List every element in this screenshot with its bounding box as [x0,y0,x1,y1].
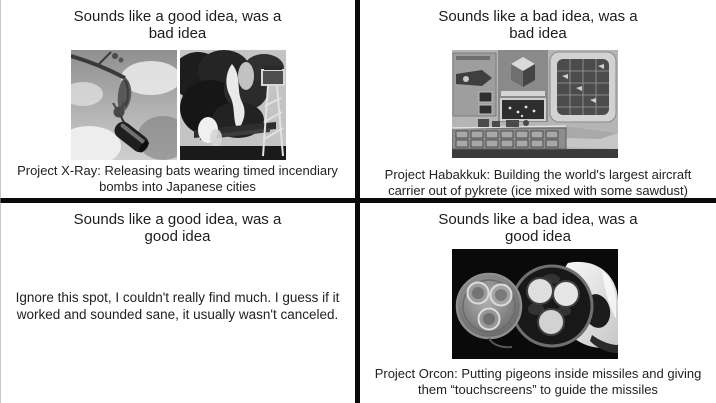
quadrant-title-line: good idea [505,228,571,245]
project-orcon-caption [360,366,716,398]
quadrant-title-line: Sounds like a bad idea, was a [438,211,638,228]
left-edge-artifact [0,0,1,403]
quadrant-title [360,8,716,42]
note-line: worked and sounded sane, it usually wasn't canceled. [16,306,339,322]
quadrant-good-idea-good-idea [0,203,355,403]
caption-line: carrier out of pykrete (ice mixed with some sawdust) [388,183,688,198]
quadrant-bad-idea-bad-idea [360,0,716,198]
project-xray-photo-pair [71,50,286,160]
quadrant-title-line: bad idea [509,25,567,42]
quadrant-title-line: Sounds like a good idea, was a [73,211,282,228]
project-habakkuk-caption [360,167,716,198]
quadrant-title [0,211,355,245]
caption-line: Project Orcon: Putting pigeons inside missiles and giving [374,366,702,381]
bat-incendiary-bomb-photo [71,50,177,160]
horizontal-divider [0,198,716,203]
burning-building-watchtower-photo [180,50,286,160]
caption-line: Project X-Ray: Releasing bats wearing timed incendiary [17,163,338,178]
quadrant-title-line: Sounds like a good idea, was a [73,8,282,25]
habakkuk-carrier-cutaway-diagram [452,50,618,158]
quadrant-title [360,211,716,245]
quadrant-title-line: Sounds like a bad idea, was a [438,8,638,25]
quadrant-title [0,8,355,42]
caption-line: them “touchscreens” to guide the missiles [418,382,658,397]
quadrant-good-idea-bad-idea [0,0,355,198]
note-line: Ignore this spot, I couldn't really find much. I guess if it [15,290,340,305]
caption-line: Project Habakkuk: Building the world's largest aircraft [384,167,692,182]
quadrant-bad-idea-good-idea [360,203,716,403]
project-xray-caption [0,163,355,195]
pigeon-missile-nose-cone-photo [452,249,618,359]
quadrant-title-line: bad idea [148,25,207,42]
quadrant-title-line: good idea [144,228,211,245]
caption-line: bombs into Japanese cities [99,179,256,194]
empty-quadrant-note [10,290,345,323]
